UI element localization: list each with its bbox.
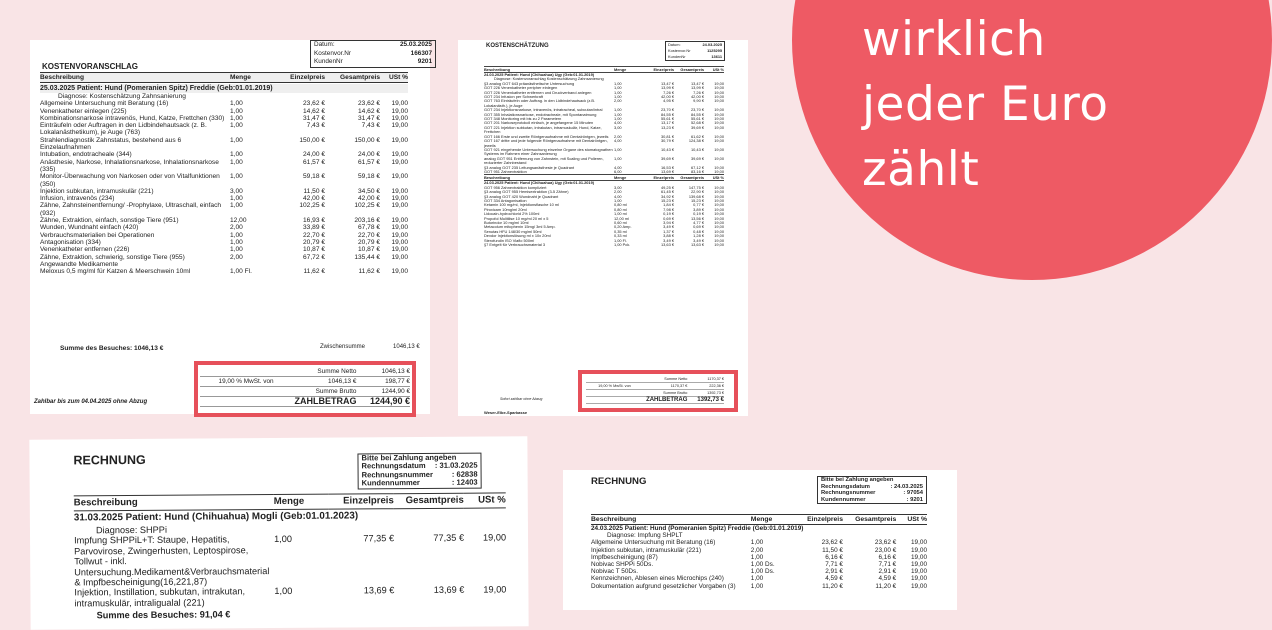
- table-row: Ketamin 100 mg/ml, Injektionsflasche 10 ml 0,80 ml 1,84 € 0,77 € 19,00: [484, 202, 724, 208]
- line-items-table: [591, 514, 927, 590]
- table-row: Injektion subkutan, intramuskulär (221) 2,00 11,50 € 23,00 € 19,00: [591, 546, 927, 554]
- table-row: GOT 234 Injektionsnarkose, intravenös, intratracheal, subcutan/intral 1,00 23,70 € 23,70 € 19,00: [484, 107, 724, 113]
- info-row: Rechnungsnummer : 97054: [821, 490, 923, 497]
- table-row: Verbrauchsmaterialien bei Operationen 1,00 22,70 € 22,70 € 19,00: [40, 231, 408, 239]
- document-info-box: [310, 40, 436, 68]
- table-row: §3 analog GOT 420 Wundnaht je Quadrant 4,00 34,92 € 139,68 € 19,00: [484, 193, 724, 199]
- visit-sum: Summe des Besuches: 1046,13 €: [60, 345, 164, 352]
- table-row: Metacolum mitophenin 15mg/ 3ml 5 Amp. 0,20 Amp. 3,49 € 0,69 € 19,00: [484, 224, 724, 230]
- document-info-box: [665, 41, 725, 61]
- table-row: §7 Entgelt für Verbrauchsmaterial 3 1,00 Pck. 13,63 € 13,63 € 19,00: [484, 242, 724, 248]
- table-row: GOT 234 Infusion per Schwerkraft 1,00 42,00 € 42,00 € 19,00: [484, 94, 724, 100]
- table-row: Sterofundin ISO Viaflo 500ml 1,00 Fl. 3,49 € 3,49 € 19,00: [484, 237, 724, 243]
- table-row: Impfbescheinigung (87) 1,00 6,16 € 6,16 € 19,00: [591, 553, 927, 561]
- table-row: GOT 167 dritte und jede folgende Röntgenaufnahme mit Dentalröntgen, jeweils 4,00 30,79 € 124,38 € 19,00: [484, 138, 724, 148]
- table-row: GOT 166 Erste und zweite Röntgenaufnahme mit Dentalröntgen, jeweils 2,00 30,81 € 61,62 € 19,00: [484, 133, 724, 139]
- kostenvoranschlag-document: [30, 40, 430, 414]
- info-title: Bitte bei Zahlung angeben: [361, 452, 457, 463]
- table-row: Lidocain-hydrochlorid 2% 100ml 1,00 ml 0,19 € 0,19 € 19,00: [484, 211, 724, 217]
- document-info-box: [817, 476, 927, 504]
- total-highlight-box: [578, 370, 738, 412]
- table-row: GOT 221 Injektion subkutan, intrakutan, intramuskulär, Hund, Katze, Frettchen 3,00 13,23 € 39,69 € 19,00: [484, 124, 724, 135]
- diagnosis-line: Diagnose: SHPPi: [95, 524, 167, 536]
- info-row: KundenNr 9201: [314, 58, 432, 66]
- line-items-table: [74, 492, 507, 622]
- table-row: Antagonisation (334) 1,00 20,79 € 20,79 € 19,00: [40, 238, 408, 246]
- patient-line: 24.03.2025 Patient: Hund (Pomeranien Spitz) Freddie (Geb:01.01.2019): [591, 525, 804, 532]
- table-row: Einträufeln oder Auftragen in den Lidbindehautsack (z. B. Lokalanästhetikum), je Auge (763) 1,00 7,43 € 7,43 € 19,00: [40, 122, 408, 137]
- info-row: Datum: 24.03.2025: [668, 42, 722, 47]
- table-row: Allgemeine Untersuchung mit Beratung (16) 1,00 23,62 € 23,62 € 19,00: [591, 539, 927, 547]
- patient-line: 24.03.2025 Patient: Hund (Chihuahua) Ugy (Geb:01.01.2019): [484, 72, 595, 77]
- rechnung-mogli-document: [29, 436, 528, 629]
- table-header: Beschreibung Menge Einzelpreis Gesamtpreis USt %: [484, 175, 724, 181]
- table-row: GOT 348 Monitoring mit bis zu 2 Parametern 1,00 55,61 € 55,61 € 19,00: [484, 116, 724, 122]
- document-title: KOSTENSCHÄTZUNG: [486, 43, 549, 49]
- table-row: §3 analog GOT 955 Hemisextraktion (3-5 Zähne) 2,00 61,45 € 22,90 € 19,00: [484, 189, 724, 195]
- info-row: Rechnungsnummer : 62838: [361, 469, 478, 480]
- table-row: GOT 226 Venenkatheter entfernen und Druckverband anlegen 1,00 7,26 € 7,26 € 19,00: [484, 89, 724, 95]
- payment-terms: Zahlbar bis zum 04.04.2025 ohne Abzug: [34, 399, 148, 405]
- table-row: Impfung SHPPiL+T: Staupe, Hepatitis, Parvovirose, Zwingerhusten, Leptospirose, Tollwut - inkl. Untersuchung.Medikament&Verbrauchsmaterial & Impfbescheinigung(16,221,87) 1,00 77,35 € 77,35 € 19,00: [74, 532, 507, 588]
- table-row: GOT 951 Zahnextraktion 6,00 13,69 € 83,16 € 19,00: [484, 168, 724, 174]
- patient-line: 31.03.2025 Patient: Hund (Chihuahua) Mogli (Geb:01.01.2023): [73, 510, 359, 524]
- table-row: Zähne, Extraktion, einfach, sonstige Tiere (951) 12,00 16,93 € 203,16 € 19,00: [40, 217, 408, 225]
- table-row: analog GOT 951 Entfernung von Zahnstein, mit Scaling und Polieren, reduzierter Zahnbestand 1,00 39,69 € 39,69 € 19,00: [484, 155, 724, 166]
- table-row: Nobivac T 50Ds. 1,00 Ds. 2,91 € 2,91 € 19,00: [591, 568, 927, 576]
- diagnosis-line: Diagnose: Kostenvoranschlag Kostenschätzung Zahnsanierung: [494, 76, 604, 82]
- line-items-table: [484, 66, 724, 247]
- visit-sum: Summe des Besuches: 91,04 €: [96, 609, 231, 621]
- table-row: Meloxus 0,5 mg/ml für Katzen & Meerschwein 10ml 1,00 Fl. 11,62 € 11,62 € 19,00: [40, 268, 408, 276]
- diagnosis-line: Diagnose: Impfung SHPLT: [607, 532, 683, 540]
- table-row: Injektion, Instillation, subkutan, intrakutan, intramuskulär, intraligualal (221) 1,00 13,69 € 13,69 € 19,00: [74, 584, 507, 609]
- table-row: Infusion, intravenös (234) 1,00 42,00 € 42,00 € 19,00: [40, 195, 408, 203]
- table-row: Butorindor 10 mg/ml 10ml 0,60 ml 3,94 € 4,77 € 19,00: [484, 220, 724, 225]
- document-title: KOSTENVORANSCHLAG: [42, 62, 139, 71]
- table-row: Piroxicam 10mg/ml 20ml 0,80 ml 7,98 € 3,89 € 19,00: [484, 206, 724, 212]
- table-row: Zähne, Extraktion, schwierig, sonstige Tiere (955) 2,00 67,72 € 135,44 € 19,00: [40, 253, 408, 261]
- table-header: Beschreibung Menge Einzelpreis Gesamtpreis USt %: [74, 493, 506, 511]
- table-row: Intubation, endotracheale (344) 1,00 24,00 € 24,00 € 19,00: [40, 151, 408, 159]
- info-title: Bitte bei Zahlung angeben: [821, 477, 894, 483]
- document-title: RECHNUNG: [73, 452, 146, 468]
- total-highlight-box: [194, 361, 416, 417]
- diagnosis-line: Diagnose: Kostenschätzung Zahnsanierung: [58, 93, 186, 100]
- table-row: Strahlendiagnostik Zahnstatus, bestehend aus 6 Einzelaufnahmen 1,00 150,00 € 150,00 € 19,00: [40, 136, 408, 152]
- info-row: Rechnungsdatum : 24.03.2025: [821, 483, 923, 490]
- table-row: Allgemeine Untersuchung mit Beratung (16) 1,00 23,62 € 23,62 € 19,00: [40, 100, 408, 108]
- table-row: Venenkatheter einlegen (225) 1,00 14,62 € 14,62 € 19,00: [40, 107, 408, 115]
- info-row: Kundennummer : 9201: [821, 496, 923, 503]
- patient-line: 24.03.2025 Patient: Hund (Chihuahua) Ugy (Geb:01.01.2019): [484, 180, 595, 186]
- headline-line-3: zählt: [862, 141, 980, 197]
- rechnung-freddie-document: [563, 470, 957, 610]
- table-row: GOT 201 Narkoseprotokoll einfach, je angefangene 15 Minuten 4,00 13,17 € 52,68 € 19,00: [484, 120, 724, 126]
- totals-box: Summe Netto 1170,37 € 19,00 % MwSt. von 1170,37 € 222,36 € Summe Brutto 1392,73 € ZAHLBETRAG 1392,73 €: [586, 376, 724, 404]
- headline-line-2: jeder Euro: [862, 76, 1109, 132]
- patient-line: 25.03.2025 Patient: Hund (Pomeranien Spitz) Freddie (Geb:01.01.2019): [40, 84, 408, 93]
- table-row: GOT 921 eingehende Untersuchung einzelne Organe des stomatognathen Systems im Rahmen einer Zahnsanierung 1,00 10,43 € 10,43 € 19,00: [484, 146, 724, 157]
- table-row: Wunden, Wundnaht einfach (420) 2,00 33,89 € 67,78 € 19,00: [40, 224, 408, 232]
- table-row: Venenkatheter entfernen (226) 1,00 10,87 € 10,87 € 19,00: [40, 246, 408, 254]
- bank-name: Weser-Elbe-Sparkasse: [484, 410, 528, 415]
- totals-box: Summe Netto 1046,13 € 19,00 % MwSt. von 1046,13 € 198,77 € Summe Brutto 1244,90 € ZAHLBETRAG 1244,90 €: [200, 367, 410, 407]
- table-header: Beschreibung Menge Einzelpreis Gesamtpreis USt %: [40, 74, 408, 81]
- table-row: Kennzeichnen, Ablesen eines Microchips (240) 1,00 4,59 € 4,59 € 19,00: [591, 575, 927, 583]
- table-row: §3 analog GOT 235 Leitungsanästhesie je Quadrant 4,00 16,53 € 67,12 € 19,00: [484, 164, 724, 170]
- table-row: Dexdor Injektionslösung ml x 10x 20ml 0,33 ml 3,88 € 1,28 € 19,00: [484, 233, 724, 239]
- table-row: Senutas HFU 148/30 mg/ml 50ml 0,35 ml 1,37 € 0,48 € 19,00: [484, 228, 724, 234]
- headline-line-1: wirklich: [862, 12, 1046, 67]
- line-items-table: [40, 84, 408, 275]
- info-row: Rechnungsdatum : 31.03.2025: [361, 461, 478, 471]
- table-row: Propofol Mulitilise 10 mg/ml 20 ml x 5 12,00 ml 0,69 € 13,56 € 19,00: [484, 215, 724, 221]
- table-row: Kombinationsnarkose intravenös, Hund, Katze, Frettchen (330) 1,00 31,47 € 31,47 € 19,00: [40, 114, 408, 122]
- table-header: Beschreibung Menge Einzelpreis Gesamtpreis USt %: [484, 67, 724, 72]
- table-row: GOT 334 Antagonisation 1,00 15,23 € 15,23 € 19,00: [484, 197, 724, 203]
- table-row: Zähne, Zahnsteinentfernung/ -Prophylaxe, Ultraschall, einfach (932) 1,00 102,25 € 102,25 € 19,00: [40, 202, 408, 217]
- table-row: §3 analog GOT 643 präanästhetische Untersuchung 1,00 13,47 € 13,47 € 19,00: [484, 80, 724, 86]
- document-info-box: [357, 453, 481, 489]
- table-row: Injektion subkutan, intramuskulär (221) 3,00 11,50 € 34,50 € 19,00: [40, 187, 408, 195]
- info-row: KundenNr 13611: [668, 54, 722, 59]
- table-row: Angewandte Medikamente: [40, 260, 119, 268]
- headline: [862, 8, 1109, 203]
- table-row: GOT 763 Einträufeln oder Auftrag. in den Lidbindehautsack (z.B. Lokalanästh.), je Auge 2,00 4,95 € 9,90 € 19,00: [484, 98, 724, 108]
- table-header: Beschreibung Menge Einzelpreis Gesamtpreis USt %: [591, 516, 927, 523]
- table-row: GOT 355 Inhalationsnarkose, endotracheale, mit Spontanatmung 1,00 84,55 € 84,55 € 19,00: [484, 111, 724, 117]
- table-row: Nobivac SHPPi 50Ds. 1,00 Ds. 7,71 € 7,71 € 19,00: [591, 561, 927, 569]
- payment-terms: Sofort zahlbar ohne Abzug: [500, 397, 543, 401]
- table-row: GOT 956 Zahnextraktion kompliziert 3,00 49,25 € 147,75 € 19,00: [484, 184, 724, 190]
- info-row: Kostenvor.Nr 1125295: [668, 48, 722, 53]
- table-row: GOT 226 Venenkatheter peripher einlegen 1,00 13,99 € 13,99 € 19,00: [484, 85, 724, 91]
- subtotal: Zwischensumme 1046,13 €: [320, 344, 420, 350]
- table-row: Monitor-Überwachung von Narkosen oder von Vitalfunktionen (350) 1,00 59,18 € 59,18 € 19,00: [40, 173, 408, 188]
- kostenschaetzung-document: [458, 40, 748, 416]
- info-row: Kostenvor.Nr 166307: [314, 49, 432, 57]
- table-row: Anästhesie, Narkose, Inhalationsnarkose, Inhalationsnarkose (335) 1,00 61,57 € 61,57 € 19,00: [40, 158, 408, 173]
- document-title: RECHNUNG: [591, 476, 647, 487]
- info-row: Datum: 25.03.2025: [314, 41, 432, 48]
- info-row: Kundennummer : 12403: [361, 477, 478, 488]
- table-row: Dokumentation aufgrund gesetzlicher Vorgaben (3) 1,00 11,20 € 11,20 € 19,00: [591, 582, 927, 590]
